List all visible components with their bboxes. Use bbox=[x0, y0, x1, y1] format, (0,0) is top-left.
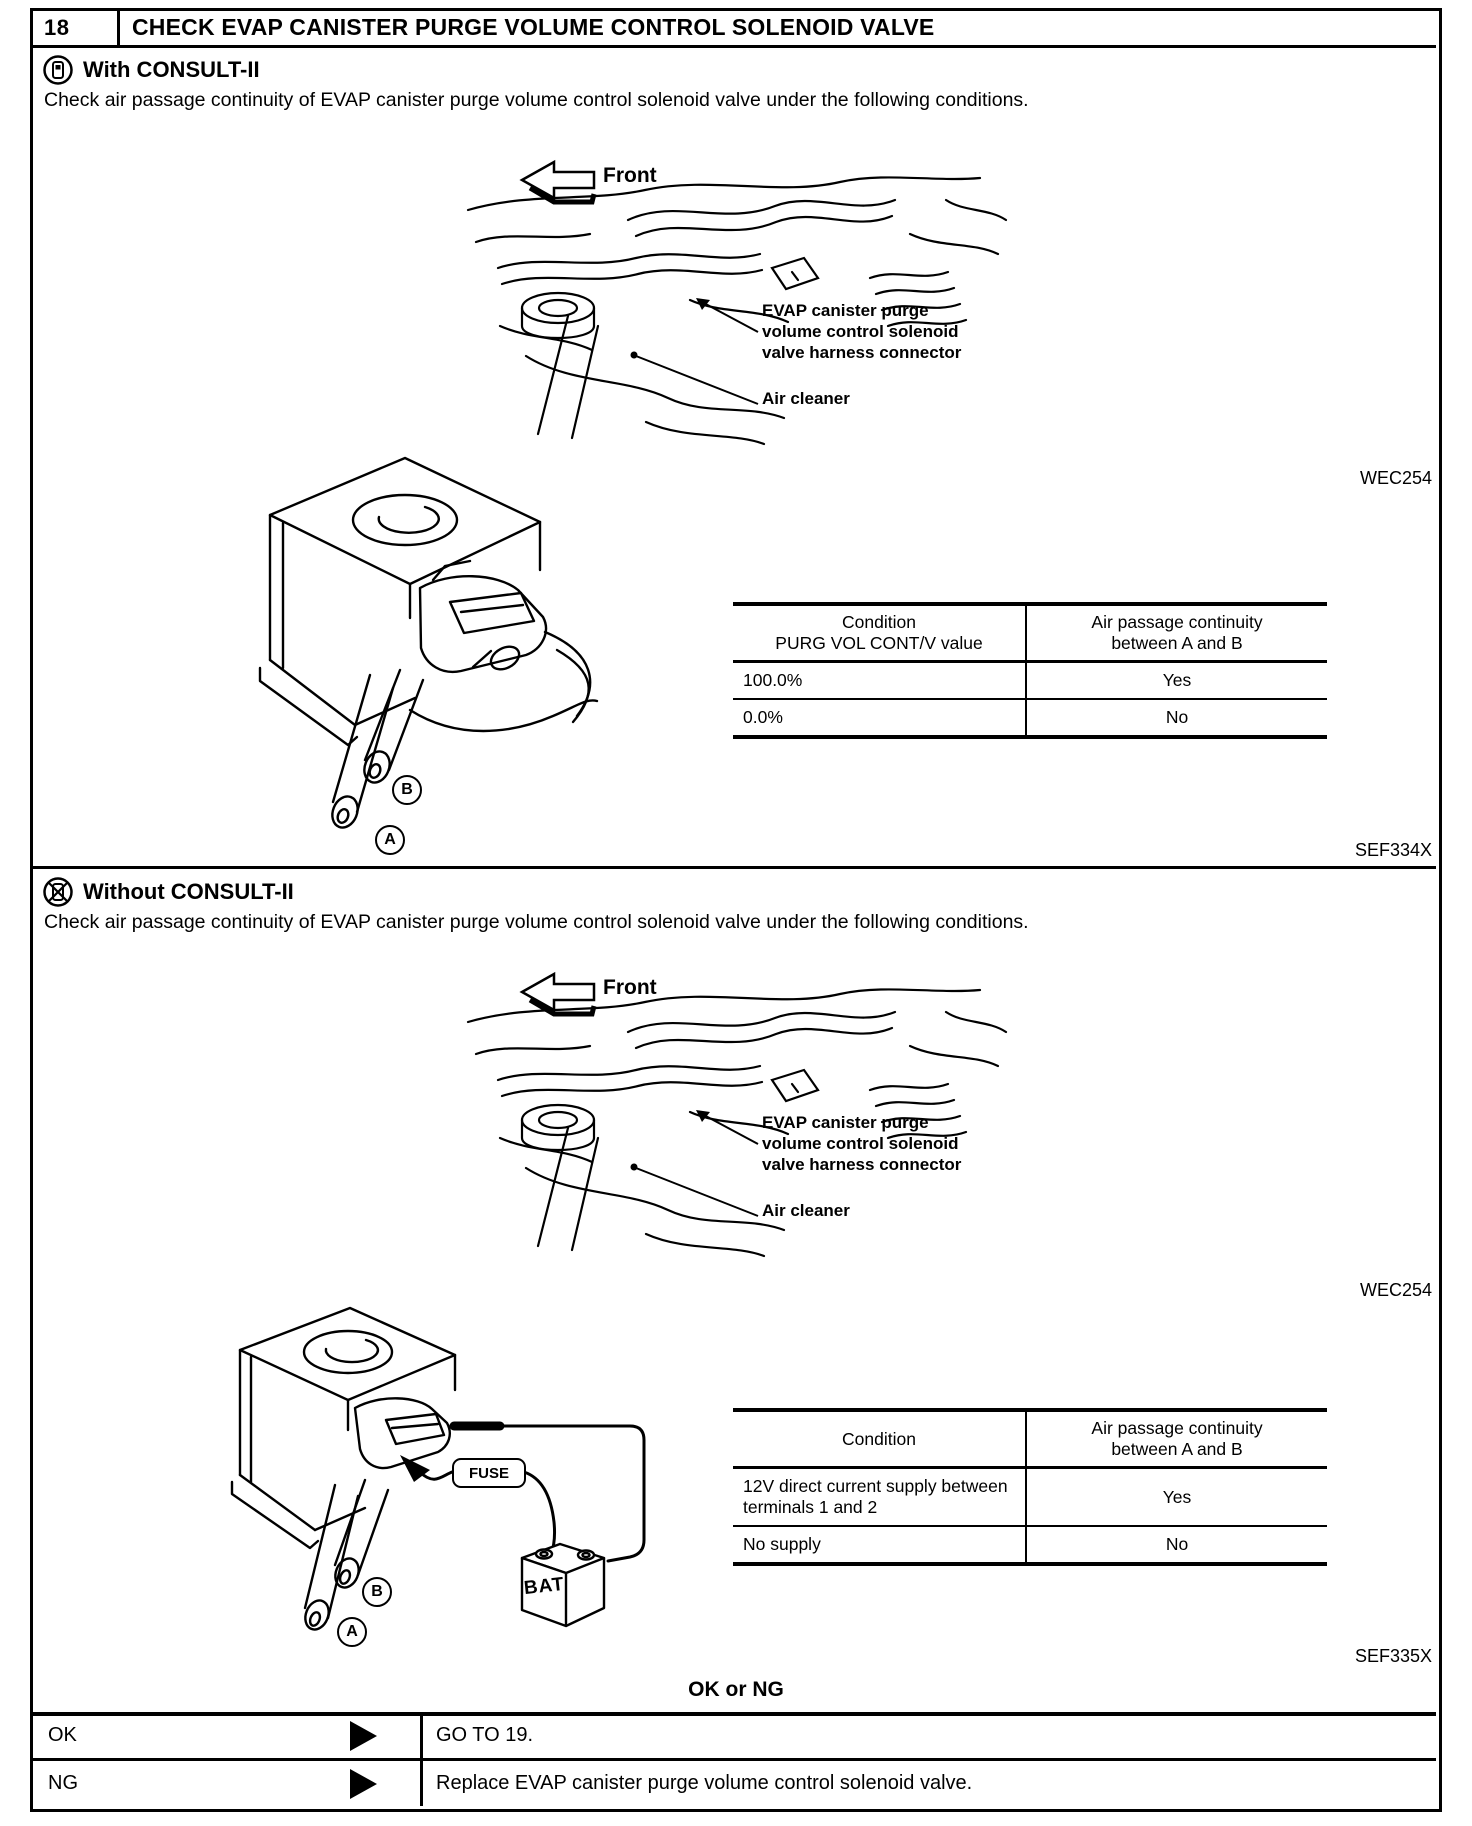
result-top-border bbox=[30, 1712, 1436, 1716]
section-no-consult-instruction: Check air passage continuity of EVAP canister purge volume control solenoid valve under the following conditions. bbox=[44, 911, 1029, 933]
result-ng-label: NG bbox=[48, 1772, 78, 1794]
table-row bbox=[733, 700, 1327, 735]
continuity-cell: Yes bbox=[1162, 1486, 1192, 1507]
solenoid-circuit-art bbox=[170, 1290, 730, 1690]
battery-label: BAT bbox=[522, 1573, 566, 1600]
ng-arrow-icon bbox=[350, 1769, 377, 1799]
section-consult-heading-label: With CONSULT-II bbox=[83, 57, 260, 82]
consult-condition-table bbox=[733, 602, 1327, 739]
result-mid-border bbox=[30, 1758, 1436, 1761]
solenoid-valve-figure-consult bbox=[205, 440, 625, 860]
figure-code-sef335x: SEF335X bbox=[1354, 1646, 1432, 1666]
figure-code-wec254: WEC254 bbox=[1359, 1280, 1432, 1300]
port-b-badge: B bbox=[392, 775, 422, 805]
solenoid-valve-circuit-figure bbox=[170, 1290, 730, 1690]
step-number: 18 bbox=[44, 15, 70, 40]
port-a-badge: A bbox=[375, 825, 405, 855]
section-no-consult-heading-label: Without CONSULT-II bbox=[83, 879, 294, 904]
condition-cell: No supply bbox=[733, 1527, 1027, 1562]
front-arrow-icon bbox=[522, 162, 594, 198]
no-consult-ii-icon bbox=[42, 876, 74, 908]
figure-code-sef334x: SEF334X bbox=[1354, 840, 1432, 860]
condition-cell: 0.0% bbox=[733, 700, 1027, 735]
continuity-cell: Yes bbox=[1162, 670, 1192, 690]
condition-header-cell: Condition PURG VOL CONT/V value bbox=[733, 606, 1027, 660]
air-cleaner-label: Air cleaner bbox=[762, 389, 850, 408]
result-ng-action: Replace EVAP canister purge volume control solenoid valve. bbox=[436, 1772, 973, 1794]
front-arrow-icon bbox=[522, 974, 594, 1010]
table-header-row bbox=[733, 606, 1327, 663]
continuity-cell: No bbox=[1165, 1534, 1189, 1554]
front-label: Front bbox=[603, 976, 657, 999]
figure-code-wec254: WEC254 bbox=[1359, 468, 1432, 488]
condition-header-cell: Condition bbox=[733, 1412, 1027, 1466]
result-prompt: OK or NG bbox=[688, 1678, 784, 1701]
condition-cell: 100.0% bbox=[733, 663, 1027, 698]
condition-cell: 12V direct current supply between terminals 1 and 2 bbox=[733, 1469, 1027, 1525]
result-ok-action: GO TO 19. bbox=[436, 1724, 534, 1746]
table-row bbox=[733, 1469, 1327, 1527]
result-column-divider bbox=[420, 1716, 423, 1806]
step-number-divider bbox=[117, 8, 120, 48]
table-row bbox=[733, 1527, 1327, 1562]
section-consult-heading bbox=[42, 54, 260, 86]
section-divider bbox=[30, 866, 1436, 869]
port-b-badge: B bbox=[362, 1577, 392, 1607]
continuity-header-cell: Air passage continuity between A and B bbox=[1091, 1418, 1263, 1459]
component-label: EVAP canister purge volume control solenoid valve harness connector bbox=[762, 1113, 962, 1174]
table-row bbox=[733, 663, 1327, 700]
section-no-consult-heading bbox=[42, 876, 294, 908]
consult-ii-icon bbox=[42, 54, 74, 86]
port-a-badge: A bbox=[337, 1617, 367, 1647]
no-consult-condition-table bbox=[733, 1408, 1327, 1566]
header-divider bbox=[30, 45, 1436, 48]
air-cleaner-label: Air cleaner bbox=[762, 1201, 850, 1220]
result-ok-label: OK bbox=[48, 1724, 77, 1746]
table-header-row bbox=[733, 1412, 1327, 1469]
continuity-cell: No bbox=[1165, 707, 1189, 727]
component-label: EVAP canister purge volume control solenoid valve harness connector bbox=[762, 301, 962, 362]
fuse-label: FUSE bbox=[452, 1458, 526, 1488]
continuity-header-cell: Air passage continuity between A and B bbox=[1091, 612, 1263, 653]
front-label: Front bbox=[603, 164, 657, 187]
page-title: CHECK EVAP CANISTER PURGE VOLUME CONTROL SOLENOID VALVE bbox=[132, 14, 935, 40]
section-consult-instruction: Check air passage continuity of EVAP canister purge volume control solenoid valve under the following conditions. bbox=[44, 89, 1029, 111]
ok-arrow-icon bbox=[350, 1721, 377, 1751]
